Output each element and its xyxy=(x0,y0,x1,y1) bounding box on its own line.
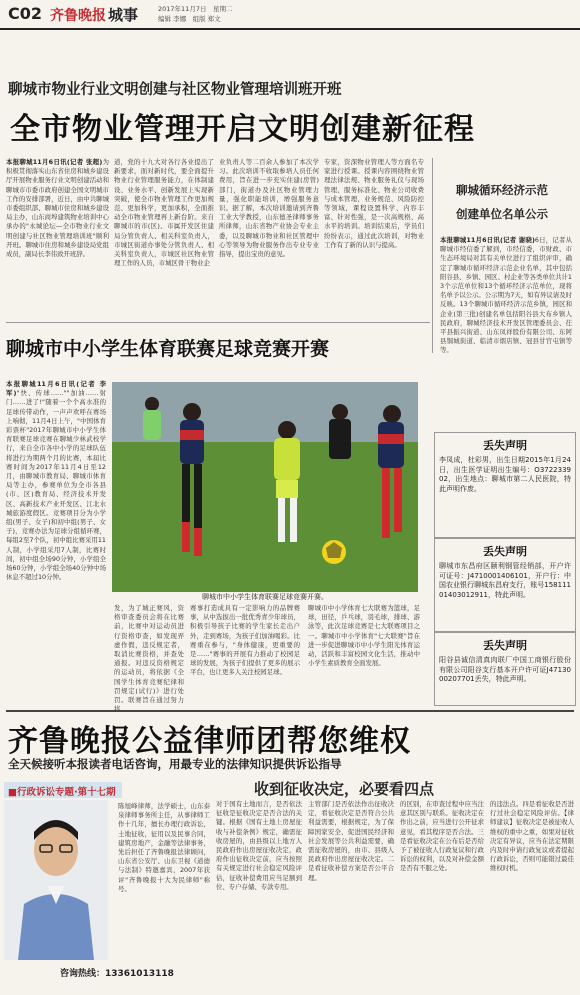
lost-notice-2-title: 丢失声明 xyxy=(483,545,527,558)
story1-column-2: 道，党的十九大对各行各业提出了新要求，面对新时代，要全面提升物业行业管理服务能力，在体制建设、业务水平、创新发展上实现新突破，使全市物业管理工作更加规范、更加科学，更加承积，全面推动全市物业管理再上新台阶。来自聊城市的市(区)、市属开发区住建局分管负责人、相关科室负责人，市城区街道办事处分管负责人、相关科室负责人，市城区社区物业管理工作的人员，市城区骨干物业企 xyxy=(114,158,214,268)
section-divider-thick xyxy=(6,710,574,712)
football-match-photo xyxy=(112,382,418,592)
story2-column-4: 聊城市中小学体育七大联赛为篮球，足球，田径，乒乓球，羽毛球，排球、游泳等，此次足球竞赛是七大联赛项目之一。聊城市中小学体育"七大联赛"旨在进一步促进聊城市中小学生阳光体育运动，活跃和丰富校园文化生活，推动中小学生素质教育全面发展。 xyxy=(308,604,420,668)
lawyer-portrait xyxy=(4,800,108,960)
hotline-number: 咨询热线：13361013118 xyxy=(60,969,174,979)
lost-notice-3-title: 丢失声明 xyxy=(483,639,527,652)
story1-subhead: 聊城市物业行业文明创建与社区物业管理培训班开班 xyxy=(8,82,342,98)
story2-column-3: 赛事打造成具有一定影响力的品牌赛事，从中选拔出一批优秀青少年球员，积极引导孩子比赛的学生家长走出户外，走到赛场，为孩子们加油喝彩。比赛重在参与，"身体健康，更重要的是……"赛事的开展有力推动了校园足球的发展，为孩子们提供了更多的展示平台，也让更多人关注校园足球。 xyxy=(190,604,300,677)
section-name: 城事 xyxy=(108,6,139,24)
story3-subhead: 全天候接听本报读者电话咨询，用最专业的法律知识提供诉讼指导 xyxy=(8,757,342,771)
photo-pitch xyxy=(112,442,418,592)
lost-notice-1-text: 李凤成，杜彩男，出生日期2015年1月24日，出生医学证明出生编号：O372233902，出生地点：聊城市第二人民医院，特此声明作废。 xyxy=(439,456,571,493)
story3-title: 收到征收决定，必要看四点 xyxy=(254,780,435,798)
lost-notice-2-text: 聊城市东昌府区颐利钢管经销部，开户许可证号：J4710001406101，开户行：中国农业银行聊城东昌府支行，账号15811101403012911，特此声明。 xyxy=(439,562,571,599)
story3-column-2: 主管部门是否依法作出征收决定，看征收决定是否符合公共利益需要，根据规定，为了保障国家安全、促进国民经济和社会发展等公共利益需要，确需征收房屋的，由市、县级人民政府作出房屋征收决定。二是看征收补偿方案是否公平合理。 xyxy=(308,800,394,882)
lost-notice-1 xyxy=(434,432,576,538)
story3-column-3: 的区别，在审查过程中应当注意其区别与联系。征收决定在作出之前，应当进行公开征求意见，看其程序是否合法。三是看征收决定在公布后是否给予了被征收人行政复议和行政诉讼的权利，以及对补偿金额是否有不服之处。 xyxy=(400,800,484,873)
section-divider xyxy=(6,322,430,323)
side1-heading-line1: 聊城循环经济示范 xyxy=(456,183,548,197)
story2-column-2: 发，为了城正赛风，资格审查委员会将在比赛前，比赛中对运动员进行资格审查，如发现弄虚作假，违反规定者，取消比赛资格，并查处通报。对违反资格规定的运动员，将依据《全国学生体育竞赛纪律和罚规定(试行)》进行处罚。联赛旨在通过努力 xyxy=(114,604,184,705)
story2-lead: 本报聊城11月6日讯(记者 李军) xyxy=(6,380,106,398)
editor-credits: 编辑 李娜 组版 郑文 xyxy=(158,15,221,23)
side1-body xyxy=(440,236,572,426)
story3-headline: 齐鲁晚报公益律师团帮您维权 xyxy=(8,724,411,759)
side1-lead: 本报聊城11月6日讯(记者 谢晓) xyxy=(440,236,535,244)
lost-notice-1-title: 丢失声明 xyxy=(483,439,527,452)
story3-column-4: 的违法点。四是看征收是否进行过社会稳定风险评估。【律师建议】征收决定是被征收人维权的重中之重，如果对征收决定有异议，应当在法定期限内及时申请行政复议或者提起行政诉讼，否则可能错过最佳维权时机。 xyxy=(490,800,574,873)
story1-lead: 本报聊城11月6日讯(记者 张超) xyxy=(6,158,103,166)
player-green-background xyxy=(143,397,161,440)
referee xyxy=(329,404,351,459)
side1-text: 6日，记者从聊城市经信委了解到，市经信委，市财政、市生态环境局对其有关单位进行了组织评审，确定了聊城市循环经济示范企业名单，其中包括阳谷县、乡镇、园区、村企业等各类单位共计13个示范单位和13个循环经济示范单位，现将名单予以公示。公示期为7天，如有异议请及时反映。13个聊城市循环经济示范乡镇，园区和企业(第三批)创建名单包括阳谷县大布乡镇人民政府，聊城经济技术开发区管理委员会、茌平县振兴街道、山东凤祥股份有限公司、东阿县铜城街道、临清市烟店镇、冠县甘官屯镇等等。 xyxy=(440,236,572,355)
newspaper-logo: 齐鲁晚报 xyxy=(50,8,106,24)
story1-column-3: 业负责人等二百余人参加了本次学习。此次培训不收取参培人员任何费用，旨在进一步充实住建(房管)部门，街道办及社区物业管理力量，强化职能培训，增强服务意识。据了解，本次培训邀请到齐鲁工业大学教授，山东德圣律师事务所律师，山东省物产业协会专业主委，以及聊城市物业和社区管理中心等领导为物业服务作出专业专业指导，提出宝贵的意见。 xyxy=(219,158,319,259)
story3-column-1: 对于国有土地而言，是否依法征收是征收决定是否合法的关键。根据《国有土地上房屋征收与补偿条例》规定，确需征收房屋的，由县级以上地方人民政府作出房屋征收决定，政府作出征收决定前，应当按照有关规定进行社会稳定风险评估，征收补偿费用应当足额到位、专户存储、专款专用。 xyxy=(216,800,302,891)
page-number: C02 xyxy=(8,4,43,23)
lawyer-portrait-illustration xyxy=(4,800,108,960)
story2-column-1 xyxy=(6,380,106,704)
column-divider xyxy=(432,158,433,353)
lost-notice-3-text: 阳谷县诚信清真肉联厂中国工商银行股份有限公司阳谷支行基本开户许可证J4713000207701丢失，特此声明。 xyxy=(439,656,571,683)
story1-text-1: 为积极贯彻落实山东省住房和城乡建设厅开展物业服务行业文明创建活动和聊城市市委市政府创建全国文明城市工作的安排部署，近日，由中共聊城市委组织部、聊城市住房和城乡建设局主办，山东商埠建筑物业培训中心承办的"永城论坛—全市物业行业文明创建与社区物业管理培训班"顺利开班。聊城市住房和城乡建设局党组成员，副局长李伟致开班辞。 xyxy=(6,158,110,259)
story1-headline: 全市物业管理开启文明创建新征程 xyxy=(10,112,475,147)
story2-headline: 聊城市中小学生体育联赛足球竞赛开赛 xyxy=(6,338,330,360)
column-tag: ■行政诉讼专题·第十七期 xyxy=(8,787,116,798)
story1-column-4: 专家，资深物业管理人等方面名专家进行授课。授课内容围绕物业管理法律法规、物业服务礼仪与现场管理、服务标准化、物业公司收费与成本管理、业务规范、风险防控等领域，课程设置科学、内容丰富、针对性强，是一次高规格、高水平的培训。培训结束后，学员们纷纷表示，通过此次培训，对物业工作有了新的认识与提高。 xyxy=(324,158,424,249)
lawyer-intro: 陈旭峰律师，法学硕士，山东泰泉律师事务所主任，从事律师工作十几年，擅长办理行政诉讼，土地征收，征用以及民事合同，建筑房地产，金融等法律事务，先后担任了齐鲁晚报法律顾问，山东省公安厅、山东卫视《道德与法制》特邀嘉宾，2007年获评"齐鲁晚报十大为民律师"称号。 xyxy=(118,802,210,893)
story1-column-1 xyxy=(6,158,109,316)
football xyxy=(322,540,346,564)
story2-text-1: "快、传球……""加油……射门……进了!"随着一个个高水准的足球传带动作，一声声欢呼在赛场上响彻，11月4日上午，"中国体育彩票杯"2017年聊城市中小学生体育联赛足球竞赛在聊城少林武校学行，来自全市各中小学的足球队伍将进行为期两个月的比赛，本届比赛时间为2017年11月4日至12月，由聊城市教育局、聊城市体育局等主办，参赛单位为全市各县(市、区)教育局、经济技术开发区、高新技术产业开发区、江北水城旅游度假区。竞赛项目分为小学组(男子、女子)和初中组(男子、女子)，竞赛办法为足球分组循环赛，每组2至7个队，初中组比赛采用11人制，小学组采用7人制，比赛时间，初中组全场90分钟，小学组全场60分钟，小学组全场40分钟中场休息不超过10分钟。 xyxy=(6,389,106,582)
lost-notice-3 xyxy=(434,632,576,706)
issue-date: 2017年11月7日 星期二 xyxy=(158,5,233,13)
photo-caption: 聊城市中小学生体育联赛足球竞赛开赛。 xyxy=(202,593,328,601)
photo-illustration xyxy=(112,382,418,592)
lost-notice-2 xyxy=(434,538,576,632)
side1-heading-line2: 创建单位名单公示 xyxy=(456,207,548,221)
